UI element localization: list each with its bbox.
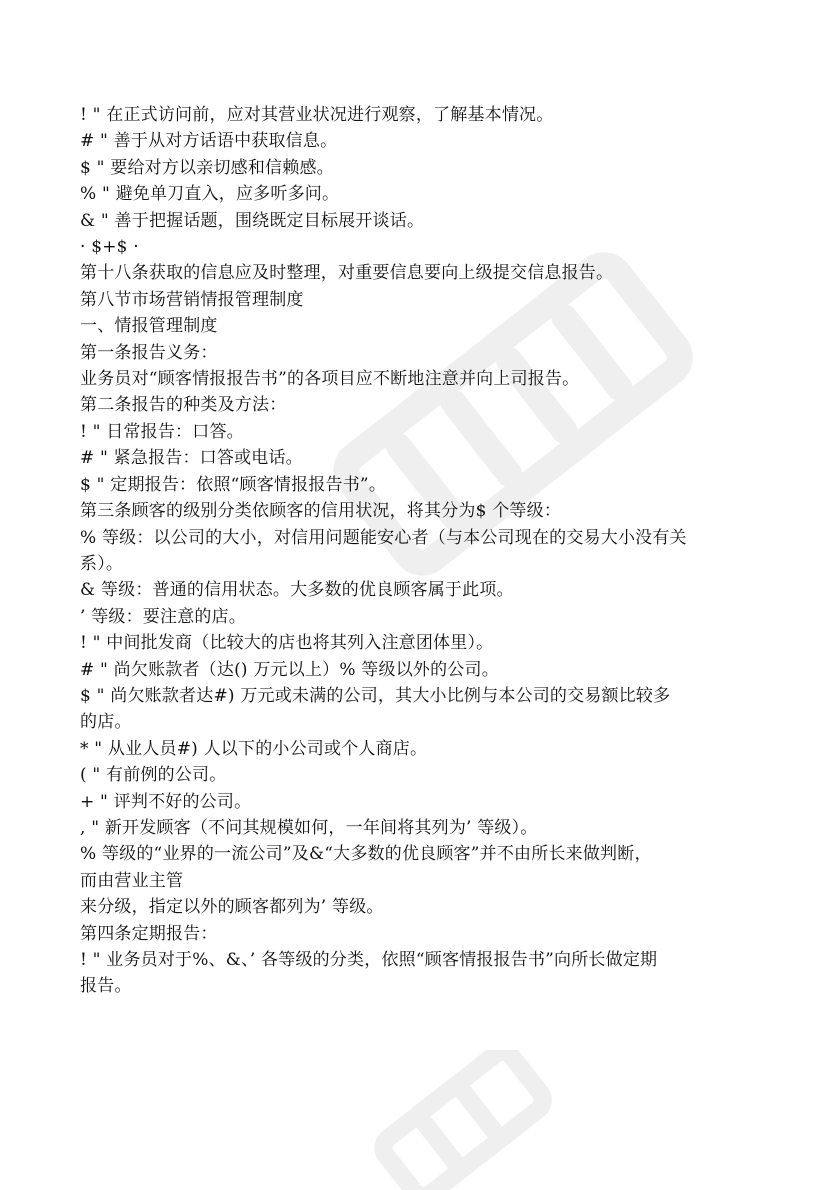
article-heading: 第十八条获取的信息应及时整理，对重要信息要向上级提交信息报告。	[80, 263, 614, 284]
text-line: ’ 等级：要注意的店。	[80, 606, 247, 627]
text-line: % " 避免单刀直入，应多听多问。	[80, 184, 340, 205]
text-line: ! " 中间批发商（比较大的店也将其列入注意团体里）。	[80, 633, 494, 654]
text-line: # " 尚欠账款者（达() 万元以上）% 等级以外的公司。	[80, 659, 499, 680]
text-line: 而由营业主管	[80, 870, 184, 891]
text-line: * " 从业人员#) 人以下的小公司或个人商店。	[80, 738, 428, 759]
article-heading: 第一条报告义务：	[80, 342, 218, 363]
text-line: $ " 尚欠账款者达#) 万元或未满的公司，其大小比例与本公司的交易额比较多	[80, 685, 671, 706]
text-line: 业务员对“顾客情报报告书”的各项目应不断地注意并向上司报告。	[80, 369, 580, 390]
text-line: # " 善于从对方话语中获取信息。	[80, 131, 338, 152]
text-line: % 等级的“业界的一流公司”及&“大多数的优良顾客”并不由所长来做判断，	[80, 844, 652, 865]
document-body	[80, 102, 755, 1000]
text-line: $ " 要给对方以亲切感和信赖感。	[80, 157, 334, 178]
text-line: % 等级：以公司的大小，对信用问题能安心者（与本公司现在的交易大小没有关	[80, 527, 687, 548]
text-line: # " 紧急报告：口答或电话。	[80, 448, 303, 469]
text-line: $ " 定期报告：依照“顾客情报报告书”。	[80, 474, 387, 495]
page-separator: · $+$ ·	[80, 237, 139, 258]
text-line: ! " 日常报告：口答。	[80, 421, 244, 442]
article-heading: 第三条顾客的级别分类依顾客的信用状况，将其分为$ 个等级：	[80, 501, 562, 522]
article-heading: 第四条定期报告：	[80, 923, 218, 944]
text-line: 的店。	[80, 712, 132, 733]
section-heading: 第八节市场营销情报管理制度	[80, 289, 304, 310]
text-line: 系）。	[80, 553, 124, 574]
text-line: , " 新开发顾客（不问其规模如何，一年间将其列为’ 等级）。	[80, 817, 538, 838]
text-line: 来分级，指定以外的顾客都列为’ 等级。	[80, 897, 384, 918]
text-line: & 等级：普通的信用状态。大多数的优良顾客属于此项。	[80, 580, 514, 601]
text-line: ! " 业务员对于%、&、’ 各等级的分类，依照“顾客情报报告书”向所长做定期	[80, 950, 658, 970]
watermark-graphic-bottom	[360, 1050, 560, 1190]
article-heading: 第二条报告的种类及方法：	[80, 395, 287, 416]
text-line: + " 评判不好的公司。	[80, 791, 252, 812]
text-line: ! " 在正式访问前，应对其营业状况进行观察，了解基本情况。	[80, 105, 554, 125]
text-line: 报告。	[80, 976, 132, 997]
text-line: ( " 有前例的公司。	[80, 765, 227, 786]
subsection-heading: 一、情报管理制度	[80, 316, 218, 337]
text-line: & " 善于把握话题，围绕既定目标展开谈话。	[80, 210, 425, 231]
